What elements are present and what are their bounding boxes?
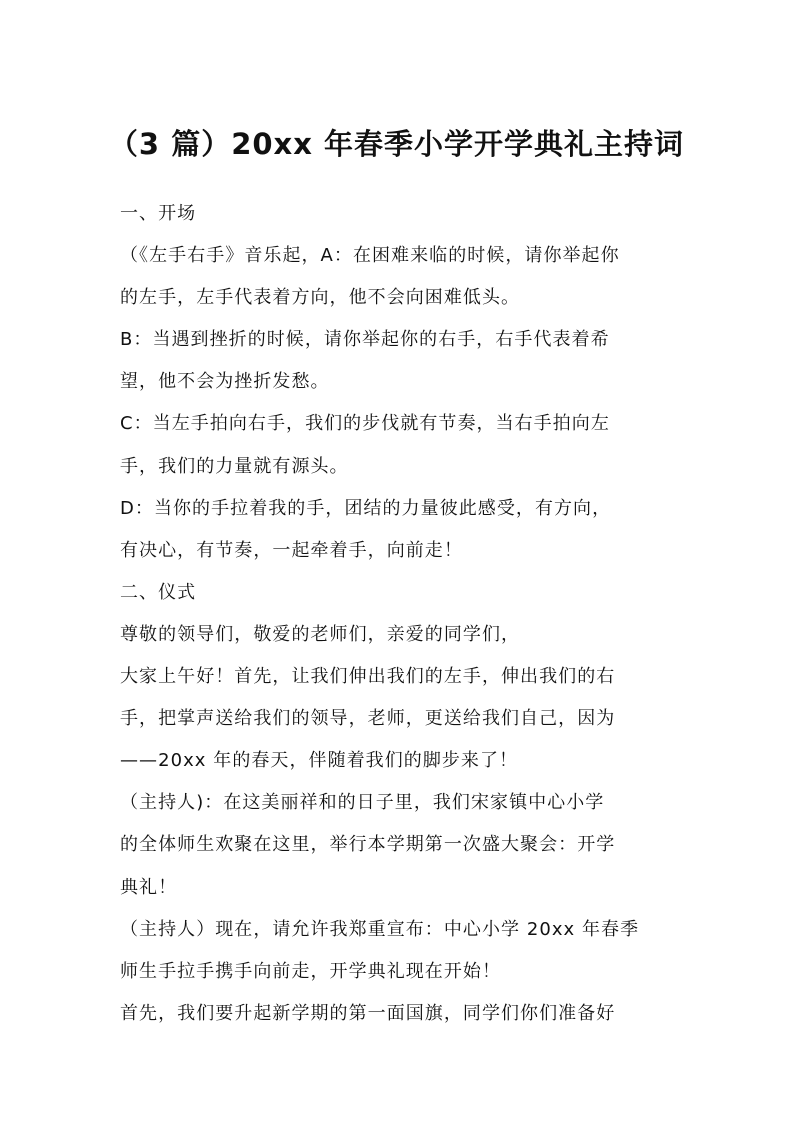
body-line: 首先，我们要升起新学期的第一面国旗，同学们你们准备好 — [120, 1002, 616, 1024]
body-line: 典礼！ — [120, 876, 178, 898]
body-line: 手，把掌声送给我们的领导，老师，更送给我们自己，因为 — [120, 708, 616, 730]
body-line: ——20xx 年的春天，伴随着我们的脚步来了！ — [120, 750, 519, 772]
body-line: 望，他不会为挫折发愁。 — [120, 371, 330, 393]
body-line: （《左手右手》音乐起，A：在困难来临的时候，请你举起你 — [120, 245, 620, 267]
body-line: 师生手拉手携手向前走，开学典礼现在开始！ — [120, 960, 501, 982]
body-line: C：当左手拍向右手，我们的步伐就有节奏，当右手拍向左 — [120, 413, 610, 435]
body-line: 手，我们的力量就有源头。 — [120, 455, 349, 477]
document-title: （3 篇）20xx 年春季小学开学典礼主持词 — [108, 127, 685, 161]
body-line: B：当遇到挫折的时候，请你举起你的右手，右手代表着希 — [120, 329, 610, 351]
body-line: 的全体师生欢聚在这里，举行本学期第一次盛大聚会：开学 — [120, 834, 616, 856]
section-heading-opening: 一、开场 — [120, 203, 197, 224]
body-line: 有决心，有节奏，一起牵着手，向前走！ — [120, 539, 463, 561]
body-line: （主持人)：在这美丽祥和的日子里，我们宋家镇中心小学 — [120, 792, 605, 814]
document-body — [120, 193, 680, 1035]
body-line: 的左手，左手代表着方向，他不会向困难低头。 — [120, 287, 521, 309]
body-line: 大家上午好！首先，让我们伸出我们的左手，伸出我们的右 — [120, 666, 616, 688]
body-line: （主持人）现在，请允许我郑重宣布：中心小学 20xx 年春季 — [120, 918, 640, 940]
section-heading-ceremony: 二、仪式 — [120, 581, 197, 603]
body-line: 尊敬的领导们，敬爱的老师们，亲爱的同学们， — [120, 623, 521, 645]
body-line: D：当你的手拉着我的手，团结的力量彼此感受，有方向， — [120, 497, 612, 519]
